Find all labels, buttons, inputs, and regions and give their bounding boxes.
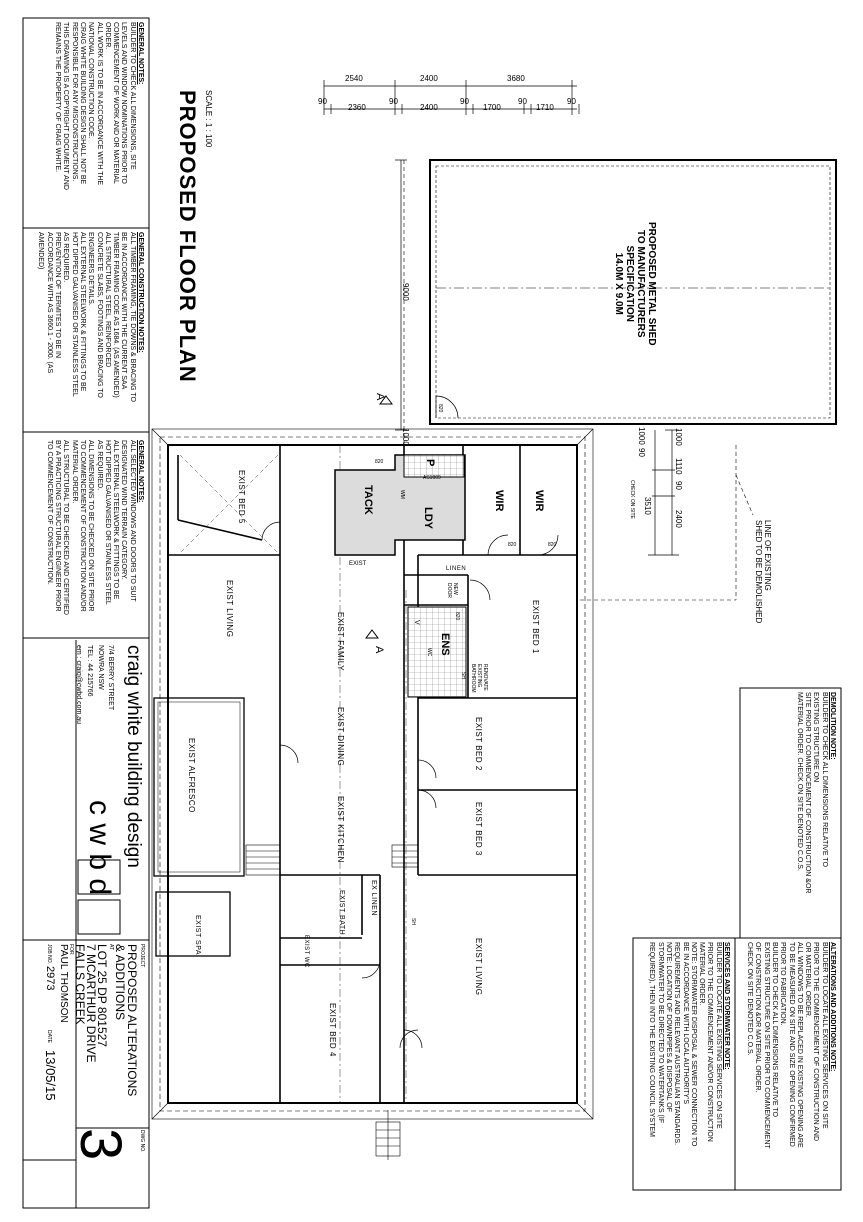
construction-notes [36, 232, 144, 402]
alterations-note-line: BUILDER TO LOCATE ALL EXISTING SERVICES ON SITE [820, 942, 828, 1129]
demolition-note-line: BUILDER TO CHECK ALL DIMENSIONS RELATIVE TO [820, 692, 828, 867]
room-exist-alfresco: EXIST ALFRESCO [187, 738, 196, 813]
construction-note-line: ENGINEERS DETAILS. [87, 232, 95, 306]
services-note-line: NOTE: LOCATION OF DOWNPIPES & DISPOSAL OF [664, 942, 672, 1112]
general-note-line: THIS DRAWING IS A COPYRIGHT DOCUMENT AND [62, 22, 70, 190]
alterations-note-line: ALL WINDOWS TO BE REPLACED IN EXISTING OPENING ARE [795, 942, 803, 1148]
room-ens: ENS [439, 633, 451, 656]
as1009-label: AS1009 [423, 475, 441, 481]
alterations-note-heading: ALTERATIONS AND ADDITIONS NOTE: [829, 942, 836, 1072]
general-note-2-line: TO COMMENCEMENT OF CONSTRUCTION. [45, 440, 53, 585]
check-on-site: CHECK ON SITE [629, 480, 635, 519]
room-exist-wc: EXIST WC [303, 935, 309, 968]
door-swings [262, 522, 558, 1048]
room-exist-family: EXIST FAMILY [336, 612, 345, 672]
alterations-note-line: EXISTING STRUCTURE ON SITE PRIOR TO COMMENCEMENT [762, 942, 770, 1149]
existing-shed-line-2: SHED TO BE DEMOLISHED [754, 520, 763, 624]
dim-2540: 2540 [345, 74, 363, 83]
alterations-note [745, 942, 836, 1149]
alterations-note-line: PRIOR TO FABRICATION. [779, 942, 787, 1026]
shed-label [613, 222, 657, 346]
general-note-2-line: DESIGNATED WIND TERRAIN CATEGORY. [120, 440, 128, 580]
page-title: PROPOSED FLOOR PLAN [175, 90, 200, 383]
general-notes-heading: GENERAL NOTES: [137, 22, 144, 85]
sh-label-2: SH [460, 672, 466, 679]
room-exist-living-right: EXIST LIVING [474, 938, 483, 996]
section-a-mid: A [373, 646, 385, 654]
demolition-note [795, 692, 836, 893]
room-exist-bath: EXIST BATH [338, 890, 345, 936]
door-820-c: 820 [548, 542, 557, 548]
site-line-3: FALLS CREEK [73, 944, 87, 1025]
room-ldy: LDY [422, 507, 434, 529]
general-note-line: COMMENCEMENT OF WORK AND OR MATERIAL [112, 22, 120, 184]
general-note-line: REMAINS THE PROPERTY OF CRAIG WHITE. [54, 22, 62, 173]
services-note-line: REQUIRED), THEN INTO THE EXISTING COUNCIL SYSTEM [648, 942, 656, 1137]
general-note-2-line: ALL STRUCTURAL TO BE CHECKED AND CERTIFIED [62, 440, 70, 615]
dim-1700: 1700 [483, 103, 501, 112]
general-note-2-line: ALL SELECTED WINDOWS AND DOORS TO SUIT [128, 440, 136, 602]
general-note-line: NATIONAL CONSTRUCTION CODE. [87, 22, 95, 139]
services-note-line: NOTE: STORMWATER DISPOSAL & SEWER CONNECTION TO [689, 942, 697, 1147]
alterations-note-line: OF CONSTRUCTION &OR MATERIAL ORDER. [754, 942, 762, 1093]
general-note-line: CRAIG WHITE BUILDING DESIGN SHALL NOT BE [78, 22, 86, 185]
dim-90-a: 90 [318, 97, 327, 106]
services-note-heading: SERVICES AND STORMWATER NOTE: [723, 942, 730, 1070]
dim-90-g: 90 [674, 481, 683, 490]
vanity-label: V [413, 620, 420, 625]
services-note-line: REQUIREMENTS AND RELEVANT AUSTRALIAN STANDARDS. [673, 942, 681, 1146]
room-exist-living-left: EXIST LIVING [225, 580, 234, 638]
construction-note-line: BE IN ACCORDANCE WITH THE CURRENT SAA [120, 232, 128, 390]
room-tack: TACK [362, 485, 374, 515]
general-notes-2 [44, 440, 144, 615]
exist-door-label: EXIST [349, 561, 367, 567]
room-exist-bed-1: EXIST BED 1 [531, 600, 540, 654]
door-820-d: 820 [454, 612, 460, 621]
company-address-2: NOWRA NSW [97, 645, 104, 690]
construction-note-line: ALL EXTERNAL STEELWORK & FITTINGS TO BE [78, 232, 86, 392]
at-label: AT [108, 944, 114, 951]
general-note-2-line: TO COMMENCEMENT OF CONSTRUCTION AND/OR [78, 440, 86, 612]
site-line-1: LOT 25 DP 801527 [95, 944, 109, 1047]
wc-label: WC [426, 648, 432, 657]
dim-90-f: 90 [637, 448, 646, 457]
room-exist-bed-5: EXIST BED 5 [237, 470, 246, 524]
dim-2400-c: 2400 [674, 510, 683, 528]
general-note-line: ALL WORK IS TO BE IN ACCORDANCE WITH THE [95, 22, 103, 186]
alterations-note-line: TO BE MEASURED ON SITE AND SIZE OPENING CONFIRMED [787, 942, 795, 1147]
demolition-note-line: SITE PRIOR TO COMMENCEMENT OF CONSTRUCTION &OR [804, 692, 812, 894]
job-label: JOB NO. [46, 944, 52, 965]
general-note-2-line: BY A PRACTICING STRUCTURAL ENGINEER PRIOR [54, 440, 62, 612]
services-note-line: MATERIAL ORDER. [698, 942, 706, 1006]
room-exist-bed-2: EXIST BED 2 [474, 717, 483, 771]
general-note-2-line: ALL DIMENSIONS TO BE CHECKED ON SITE PRIOR [87, 440, 95, 612]
for-label: FOR [68, 944, 74, 955]
general-note-2-line: HOT DIPPED GALVANISED OR STAINLESS STEEL [103, 440, 111, 605]
room-exist-kitchen: EXIST KITCHEN [336, 796, 345, 863]
general-note-line: LEVELS AND WINDOW NOMINATIONS PRIOR TO [120, 22, 128, 184]
alterations-note-line: BUILDER TO CHECK ALL DIMENSIONS RELATIVE TO [770, 942, 778, 1117]
construction-note-line: AS REQUIRED. [62, 232, 70, 283]
dim-1710: 1710 [536, 103, 554, 112]
room-wir-2: WIR [533, 490, 545, 512]
room-exist-spa: EXIST SPA [194, 915, 201, 956]
scale-label: SCALE : 1 : 100 [204, 90, 213, 148]
construction-note-line: AMENDED) [37, 232, 45, 270]
renovate-line-2: EXISTING [476, 664, 482, 688]
room-linen: LINEN [446, 566, 467, 572]
drawing-number-label: DWG NO. [139, 1130, 145, 1153]
company-name: craig white building design [123, 645, 144, 868]
dim-3680: 3680 [507, 74, 525, 83]
construction-note-line: ALL STRUCTURAL STEEL, REINFORCED [103, 232, 111, 368]
room-exist-dining: EXIST DINING [336, 707, 345, 767]
services-note-line: STORMWATER TO BE DIRECTED TO WATERTANKS (IF [656, 942, 664, 1124]
construction-note-line: HOT DIPPED GALVANISED OR STAINLESS STEEL [70, 232, 78, 397]
job-number: 2973 [44, 966, 56, 991]
room-ex-linen: EX LINEN [370, 880, 377, 916]
shed-line-3: SPECIFICATION [624, 245, 635, 323]
construction-note-line: PREVENTION OF TERMITES TO BE IN [54, 232, 62, 359]
project-line-1: PROPOSED ALTERATIONS [125, 944, 139, 1097]
room-pantry: P [424, 459, 436, 467]
dim-1000-c: 1000 [674, 428, 683, 446]
door-820-b: 820 [508, 542, 517, 548]
alterations-note-line: CHECK ON SITE DENOTED C.O.S. [746, 942, 754, 1056]
shed-line-4: 14.0M X 9.0M [613, 252, 624, 315]
demolition-note-line: EXISTING STRUCTURE ON [812, 692, 820, 783]
existing-shed-label [754, 520, 772, 623]
room-exist-bed-4: EXIST BED 4 [328, 1003, 337, 1057]
renovate-line-3: BATHROOM [470, 664, 476, 693]
new-door-line-2: DOOR [446, 583, 452, 598]
dim-2400-b: 2400 [420, 103, 438, 112]
construction-note-line: CONCRETE SLABS, FOOTINGS AND BRACING TO [95, 232, 103, 398]
company-address-1: 7/4 BERRY STREET [107, 645, 114, 711]
services-note-line: PRIOR TO THE COMMENCEMENT AND/OR CONSTRUCTION [706, 942, 714, 1142]
alterations-note-line: OR MATERIAL ORDER. [804, 942, 812, 1018]
new-door-label [446, 583, 458, 598]
dim-90-d: 90 [518, 97, 527, 106]
dim-2400-top: 2400 [420, 74, 438, 83]
dim-3510: 3510 [643, 497, 652, 515]
dim-90-c: 90 [460, 97, 469, 106]
renovate-note [470, 664, 488, 693]
door-820-a: 820 [375, 459, 384, 465]
client-name: PAUL THOMSON [58, 944, 69, 1023]
alterations-note-line: PRIOR TO THE COMMENCEMENT OF CONSTRUCTION AND [812, 942, 820, 1141]
room-exist-bed-3: EXIST BED 3 [474, 802, 483, 856]
room-wir-1: WIR [493, 490, 505, 512]
company-email: em : craig@cwbd.com.au [75, 645, 82, 725]
general-notes-2-heading: GENERAL NOTES: [137, 440, 144, 503]
shed-line-1: PROPOSED METAL SHED [646, 222, 657, 346]
dim-1110: 1110 [674, 458, 683, 475]
general-note-line: RESPONSIBLE FOR ANY MISCONSTRUCTIONS. [70, 22, 78, 182]
demolition-note-line: MATERIAL ORDER. CHECK ON SITE DENOTED C.O.S. [795, 692, 803, 871]
door-820-e: 820 [437, 404, 443, 413]
renovate-line-1: RENOVATE [482, 664, 488, 691]
demolition-note-heading: DEMOLITION NOTE: [829, 692, 836, 760]
sh-label-1: SH [410, 918, 416, 925]
dim-90-e: 90 [567, 97, 576, 106]
dim-9000: 9000 [401, 283, 410, 301]
general-note-2-line: MATERIAL ORDER. [70, 440, 78, 504]
services-note [647, 942, 730, 1146]
shed-line-2: TO MANUFACTURERS [635, 229, 646, 338]
existing-shed-line-1: LINE OF EXISTING [763, 520, 772, 591]
section-a-top: A [374, 393, 386, 401]
date-label: DATE [46, 1030, 52, 1043]
site-line-2: 7 MCARTHUR DRIVE [84, 944, 98, 1063]
construction-note-line: TIMBER FRAMING CODE AS 1684. (AS AMENDED) [112, 232, 120, 398]
dim-1000-b: 1000 [637, 427, 646, 445]
general-note-2-line: ALL EXTERNAL STEELWORK & FITTINGS TO BE [112, 440, 120, 600]
construction-note-line: ACCORDANCE WITH AS 3660.1 - 2000. (AS [45, 232, 53, 374]
project-line-2: & ADDITIONS [113, 944, 127, 1021]
drawing-date: 13/05/15 [43, 1050, 58, 1101]
general-note-2-line: AS REQUIRED. [95, 440, 103, 491]
dim-2360: 2360 [348, 103, 366, 112]
dim-1000-a: 1000 [401, 428, 410, 446]
services-note-line: BE IN ACCORDANCE WITH LOCAL AUTHORITY'S [681, 942, 689, 1105]
company-logo: c w b d [83, 800, 116, 896]
general-notes [53, 22, 144, 190]
construction-notes-heading: GENERAL CONSTRUCTION NOTES: [137, 232, 144, 353]
services-note-line: BUILDER TO LOCATE ALL EXISTING SERVICES ON SITE [714, 942, 722, 1129]
general-note-line: ORDER. [103, 22, 111, 50]
dim-90-b: 90 [389, 97, 398, 106]
new-door-line-1: NEW [452, 583, 458, 595]
general-note-line: BUILDER TO CHECK ALL DIMENSIONS, SITE [128, 22, 136, 170]
construction-note-line: ALL TIMBER FRAMING, TIE DOWNS & BRACING TO [128, 232, 136, 402]
wm-label: WM [399, 490, 405, 499]
project-label: PROJECT [139, 944, 145, 968]
company-tel: TEL : 44 215766 [86, 645, 93, 697]
drawing-number: 3 [68, 1128, 133, 1161]
